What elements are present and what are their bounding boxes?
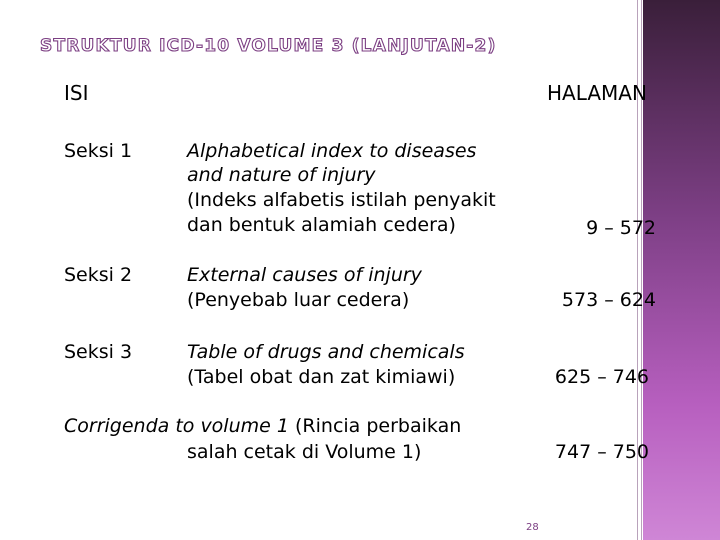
corrigenda-line — [64, 413, 461, 439]
section-title-line: Alphabetical index to diseases — [187, 140, 477, 162]
section-translation-line: (Penyebab luar cedera) — [187, 289, 410, 311]
column-header-page: HALAMAN — [547, 81, 647, 105]
slide-number: 28 — [526, 522, 539, 533]
corrigenda-translation-line: salah cetak di Volume 1) — [187, 441, 422, 463]
corrigenda-page-range: 747 – 750 — [554, 441, 649, 463]
section-translation-line: (Tabel obat dan zat kimiawi) — [187, 366, 456, 388]
column-header-content: ISI — [64, 81, 89, 105]
section-page-range: 9 – 572 — [586, 217, 656, 239]
section-page-range: 625 – 746 — [554, 366, 649, 388]
slide-title: STRUKTUR ICD-10 VOLUME 3 (LANJUTAN-2) — [40, 36, 497, 56]
section-title-line: Table of drugs and chemicals — [187, 341, 465, 363]
section-title-line: External causes of injury — [187, 264, 422, 286]
section-page-range: 573 – 624 — [561, 289, 656, 311]
section-translation-line: (Indeks alfabetis istilah penyakit — [187, 189, 496, 211]
corrigenda-title: Corrigenda to volume 1 — [64, 415, 289, 437]
decorative-band — [643, 0, 720, 540]
section-translation-line: dan bentuk alamiah cedera) — [187, 214, 456, 236]
section-label: Seksi 2 — [64, 264, 133, 286]
section-label: Seksi 1 — [64, 140, 133, 162]
section-label: Seksi 3 — [64, 341, 133, 363]
corrigenda-translation: (Rincia perbaikan — [288, 415, 462, 437]
section-title-line: and nature of injury — [187, 164, 376, 186]
